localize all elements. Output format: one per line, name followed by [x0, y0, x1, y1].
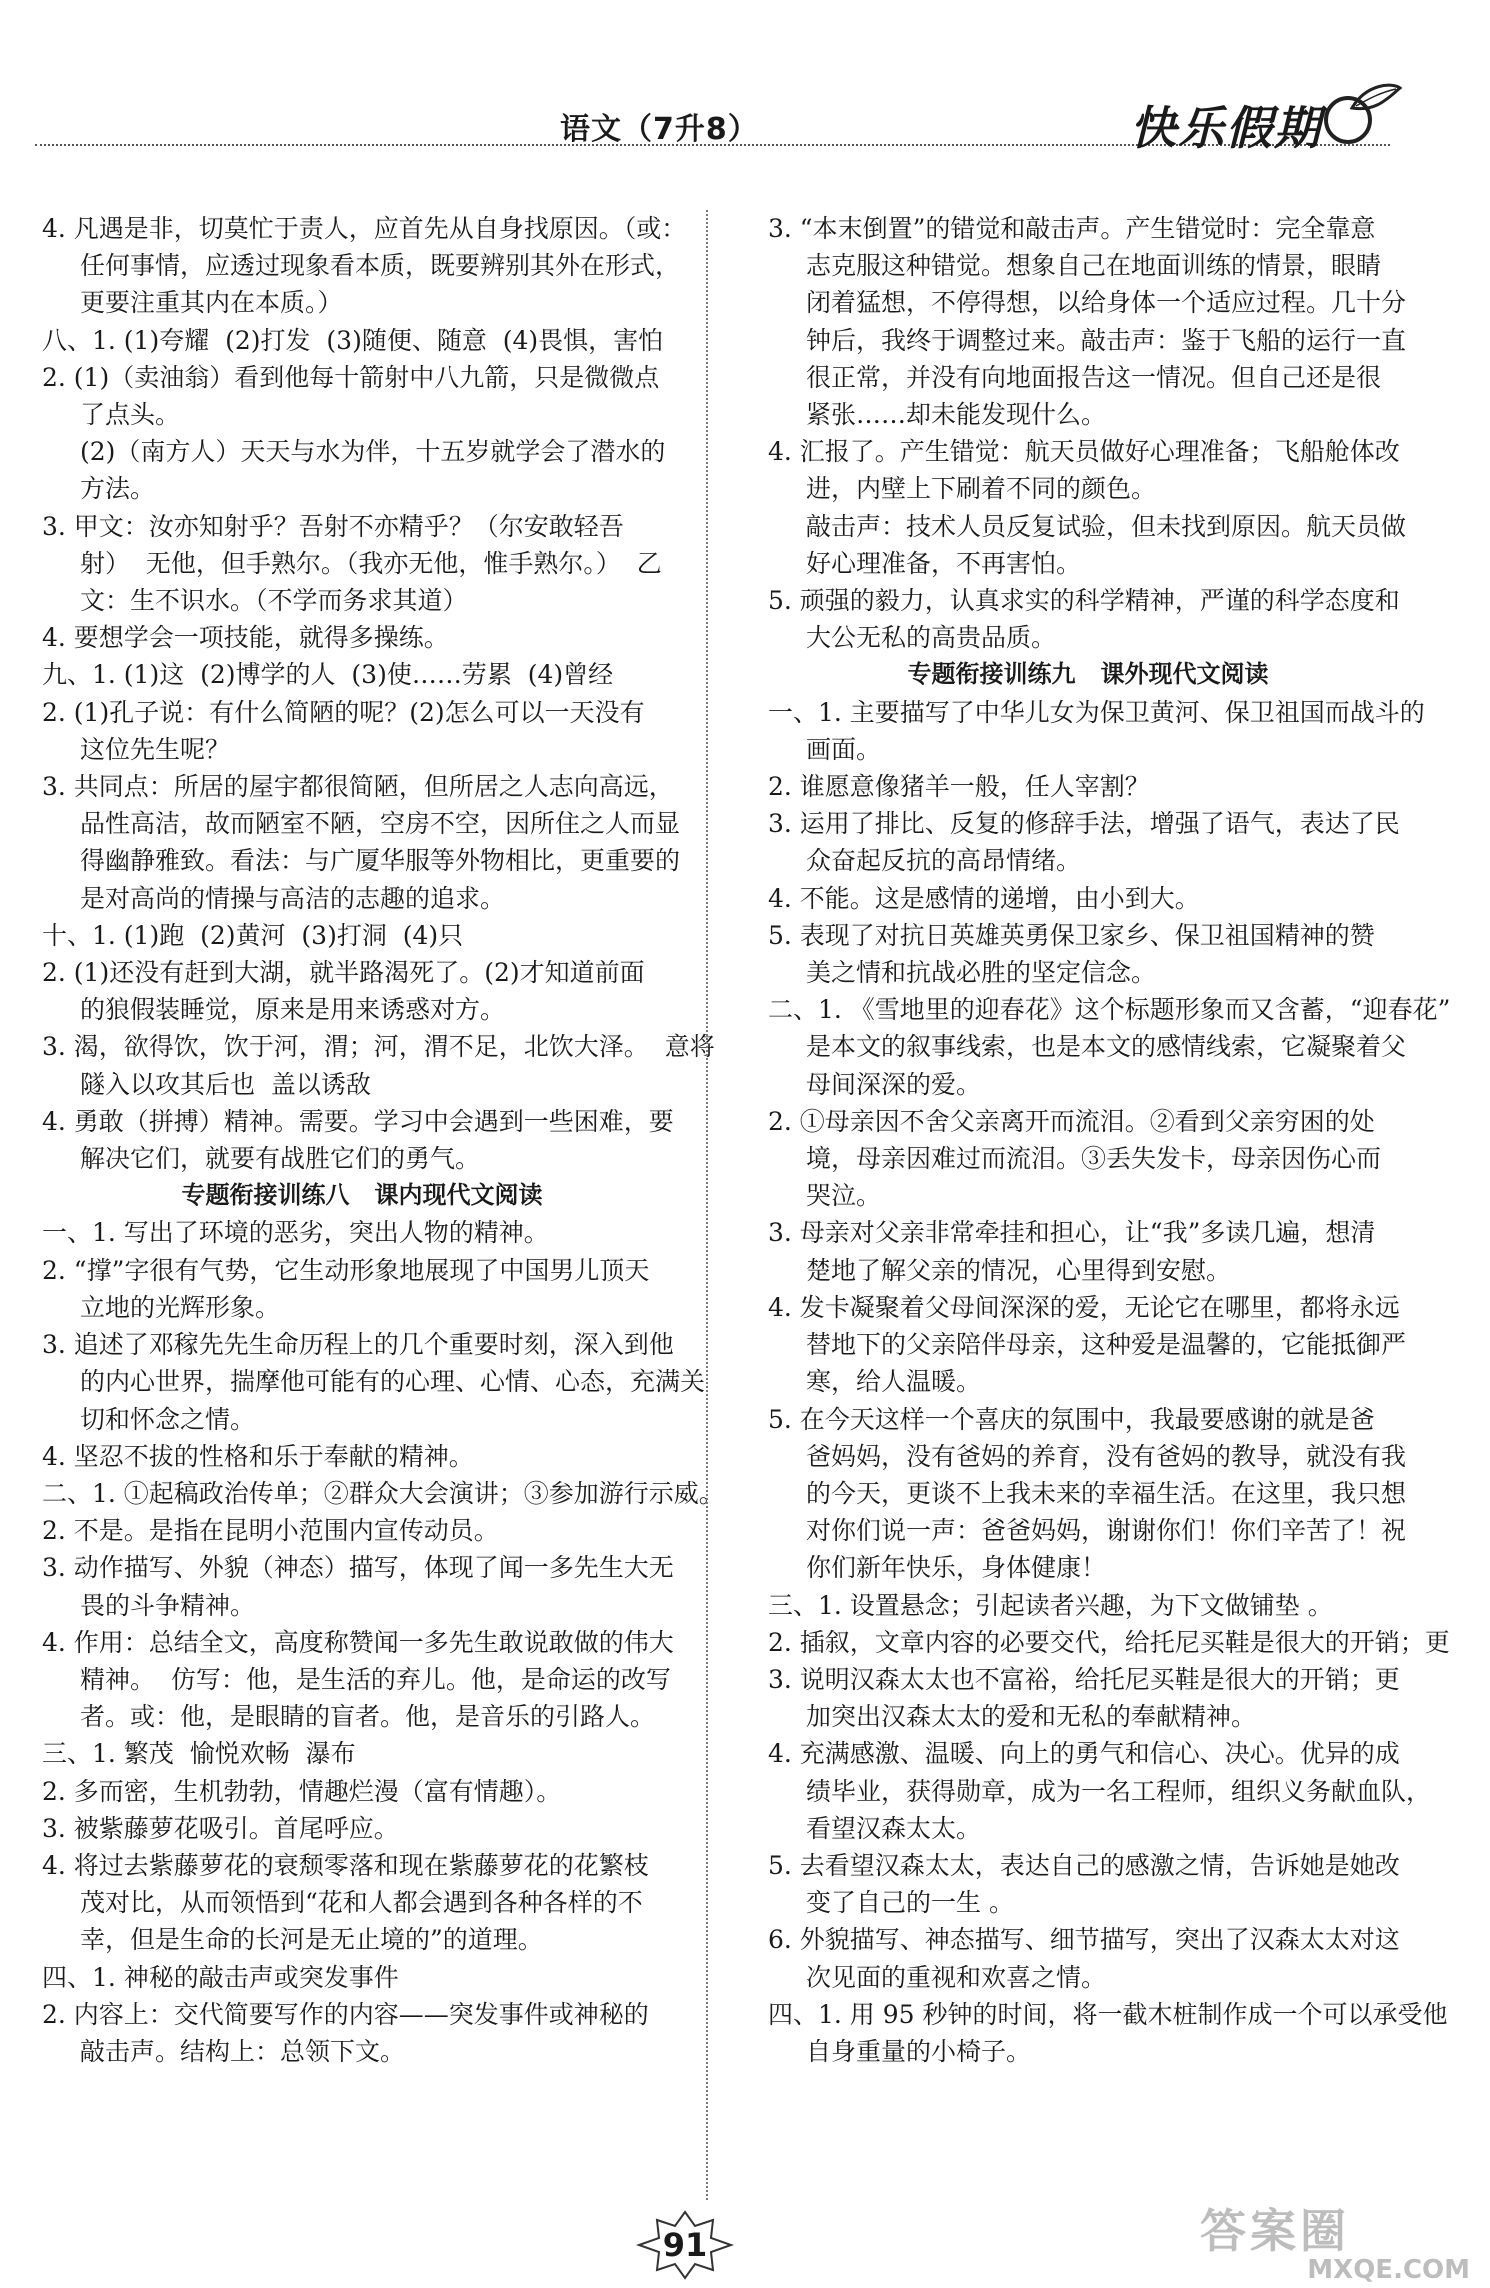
answer-line: 得幽静雅致。看法：与广厦华服等外物相比，更重要的 — [80, 846, 681, 876]
answer-line: 了点头。 — [80, 400, 181, 430]
answer-line: 看望汉森太太。 — [806, 1813, 982, 1843]
answer-line: 2. ①母亲因不舍父亲离开而流泪。②看到父亲穷困的处 — [768, 1106, 1375, 1136]
answer-line: 八、1. (1)夸耀 (2)打发 (3)随便、随意 (4)畏惧，害怕 — [42, 325, 664, 355]
answer-line: 4. 凡遇是非，切莫忙于责人，应首先从自身找原因。（或： — [42, 214, 687, 243]
column-divider — [706, 210, 708, 2200]
page-number-badge — [635, 2210, 735, 2280]
watermark — [1200, 2195, 1480, 2285]
answer-line: 任何事情，应透过现象看本质，既要辨别其外在形式， — [80, 251, 681, 281]
answer-line: 闭着猛想，不停得想，以给身体一个适应过程。几十分 — [806, 288, 1407, 318]
answer-line: 解决它们，就要有战胜它们的勇气。 — [80, 1144, 481, 1174]
answer-line: 一、1. 写出了环境的恶劣，突出人物的精神。 — [42, 1218, 549, 1248]
answer-line: 这位先生呢？ — [80, 734, 231, 764]
answer-line: 2. (1)（卖油翁）看到他每十箭射中八九箭，只是微微点 — [42, 362, 660, 392]
answer-line: 3. 渴，欲得饮，饮于河，渭；河，渭不足，北饮大泽。 意将 — [42, 1032, 715, 1062]
answer-line: 4. 要想学会一项技能，就得多操练。 — [42, 623, 449, 653]
answer-line: 四、1. 神秘的敲击声或突发事件 — [42, 1962, 399, 1992]
answer-line: 精神。 仿写：他，是生活的弃儿。他，是命运的改写 — [80, 1664, 671, 1694]
answer-line: 3. 甲文：汝亦知射乎？吾射不亦精乎？（尔安敢轻吾 — [42, 511, 624, 541]
answer-line: 4. 勇敢（拼搏）精神。需要。学习中会遇到一些困难，要 — [42, 1106, 674, 1136]
answer-line: 好心理准备，不再害怕。 — [806, 548, 1082, 578]
answer-line: 3. 动作描写、外貌（神态）描写，体现了闻一多先生大无 — [42, 1553, 674, 1583]
answer-line: 2. (1)还没有赶到大湖，就半路渴死了。(2)才知道前面 — [42, 958, 645, 988]
answer-line: 2. (1)孔子说：有什么简陋的呢？(2)怎么可以一天没有 — [42, 697, 645, 727]
answer-line: 射） 无他，但手熟尔。（我亦无他，惟手熟尔。） 乙 — [80, 548, 662, 578]
answer-line: 2. 不是。是指在昆明小范围内宣传动员。 — [42, 1516, 499, 1546]
answer-line: 变了自己的一生 。 — [806, 1888, 1014, 1918]
answer-line: 的今天，更谈不上我未来的幸福生活。在这里，我只想 — [806, 1478, 1407, 1508]
answer-line: 替地下的父亲陪伴母亲，这种爱是温馨的，它能抵御严 — [806, 1330, 1407, 1360]
answer-line: 三、1. 设置悬念；引起读者兴趣，为下文做铺垫 。 — [768, 1590, 1333, 1620]
answer-line: 次见面的重视和欢喜之情。 — [806, 1962, 1107, 1992]
leaf-logo-icon — [1318, 78, 1404, 150]
answer-line: 哭泣。 — [806, 1181, 882, 1211]
answer-line: 3. 被紫藤萝花吸引。首尾呼应。 — [42, 1813, 399, 1843]
answer-line: 美之情和抗战必胜的坚定信念。 — [806, 958, 1157, 988]
answer-line: 更要注重其内在本质。） — [80, 288, 343, 318]
answer-line: 3. 说明汉森太太也不富裕，给托尼买鞋是很大的开销；更 — [768, 1664, 1400, 1694]
answer-line: 二、1. 《雪地里的迎春花》这个标题形象而又含蓄，“迎春花” — [768, 995, 1451, 1025]
answer-line: 2. 插叙，文章内容的必要交代，给托尼买鞋是很大的开销；更 — [768, 1627, 1450, 1657]
answer-line: 十、1. (1)跑 (2)黄河 (3)打洞 (4)只 — [42, 920, 464, 950]
left-answer-column — [42, 210, 724, 2070]
answer-line: 切和怀念之情。 — [80, 1404, 256, 1434]
answer-line: 敲击声：技术人员反复试验，但未找到原因。航天员做 — [806, 511, 1407, 541]
answer-line: 的内心世界，揣摩他可能有的心理、心情、心态，充满关 — [80, 1367, 706, 1397]
answer-line: 品性高洁，故而陋室不陋，空房不空，因所住之人而显 — [80, 809, 681, 839]
answer-line: 4. 发卡凝聚着父母间深深的爱，无论它在哪里，都将永远 — [768, 1292, 1400, 1322]
header-subject: 语文（7升8） — [560, 112, 759, 147]
answer-line: 母间深深的爱。 — [806, 1069, 982, 1099]
answer-line: 是对高尚的情操与高洁的志趣的追求。 — [80, 883, 506, 913]
answer-line: 四、1. 用 95 秒钟的时间，将一截木桩制作成一个可以承受他 — [768, 1999, 1448, 2029]
answer-line: 九、1. (1)这 (2)博学的人 (3)使……劳累 (4)曾经 — [42, 660, 614, 690]
answer-line: 是本文的叙事线索，也是本文的感情线索，它凝聚着父 — [806, 1032, 1407, 1062]
answer-line: 4. 汇报了。产生错觉：航天员做好心理准备；飞船舱体改 — [768, 437, 1400, 467]
right-answer-column — [768, 210, 1451, 2070]
answer-line: 进，内壁上下刷着不同的颜色。 — [806, 474, 1157, 504]
answer-line: 爸妈妈，没有爸妈的养育，没有爸妈的教导，就没有我 — [806, 1441, 1407, 1471]
answer-line: 志克服这种错觉。想象自己在地面训练的情景，眼睛 — [806, 251, 1382, 281]
answer-line: 5. 在今天这样一个喜庆的氛围中，我最要感谢的就是爸 — [768, 1404, 1375, 1434]
answer-line: 立地的光辉形象。 — [80, 1292, 281, 1322]
answer-line: 5. 顽强的毅力，认真求实的科学精神，严谨的科学态度和 — [768, 586, 1400, 616]
answer-line: 紧张……却未能发现什么。 — [806, 400, 1107, 430]
answer-line: 茂对比，从而领悟到“花和人都会遇到各种各样的不 — [80, 1888, 643, 1918]
answer-line: 2. 多而密，生机勃勃，情趣烂漫（富有情趣）。 — [42, 1776, 562, 1806]
watermark-top: 答案圈 — [1200, 2204, 1350, 2258]
answer-line: 自身重量的小椅子。 — [806, 2036, 1032, 2066]
answer-line: 3. 母亲对父亲非常牵挂和担心，让“我”多读几遍，想清 — [768, 1218, 1376, 1248]
answer-line: 楚地了解父亲的情况，心里得到安慰。 — [806, 1255, 1232, 1285]
answer-line: 的狼假装睡觉，原来是用来诱惑对方。 — [80, 995, 506, 1025]
answer-line: 5. 表现了对抗日英雄英勇保卫家乡、保卫祖国精神的赞 — [768, 920, 1375, 950]
answer-line: 3. 共同点：所居的屋宇都很简陋，但所居之人志向高远， — [42, 772, 674, 802]
answer-line: 畏的斗争精神。 — [80, 1590, 256, 1620]
answer-line: 3. 运用了排比、反复的修辞手法，增强了语气，表达了民 — [768, 809, 1400, 839]
answer-line: 3. 追述了邓稼先先生命历程上的几个重要时刻，深入到他 — [42, 1330, 674, 1360]
answer-line: 2. “撑”字很有气势，它生动形象地展现了中国男儿顶天 — [42, 1255, 650, 1285]
answer-line: 钟后，我终于调整过来。敲击声：鉴于飞船的运行一直 — [806, 325, 1407, 355]
answer-line: 4. 充满感激、温暖、向上的勇气和信心、决心。优异的成 — [768, 1739, 1400, 1769]
answer-line: 4. 作用：总结全文，高度称赞闻一多先生敢说敢做的伟大 — [42, 1627, 674, 1657]
answer-line: 绩毕业，获得勋章，成为一名工程师，组织义务献血队， — [806, 1776, 1432, 1806]
answer-line: 2. 内容上：交代简要写作的内容——突发事件或神秘的 — [42, 1999, 649, 2029]
answer-line: 幸，但是生命的长河是无止境的”的道理。 — [80, 1925, 543, 1955]
answer-line: 二、1. ①起稿政治传单；②群众大会演讲；③参加游行示威。 — [42, 1478, 724, 1508]
answer-line: 2. 谁愿意像猪羊一般，任人宰割？ — [768, 772, 1150, 802]
answer-line: 大公无私的高贵品质。 — [806, 623, 1057, 653]
answer-line: 4. 不能。这是感情的递增，由小到大。 — [768, 883, 1200, 913]
answer-line: 画面。 — [806, 734, 882, 764]
answer-line: 4. 坚忍不拔的性格和乐于奉献的精神。 — [42, 1441, 474, 1471]
answer-line: 4. 将过去紫藤萝花的衰颓零落和现在紫藤萝花的花繁枝 — [42, 1850, 649, 1880]
answer-line: 你们新年快乐，身体健康！ — [806, 1553, 1107, 1583]
answer-line: 方法。 — [80, 474, 156, 504]
answer-line: 三、1. 繁茂 愉悦欢畅 瀑布 — [42, 1739, 356, 1769]
section-title: 专题衔接训练九 课外现代文阅读 — [907, 660, 1269, 689]
header-brand: 快乐假期 — [1130, 101, 1322, 155]
section-title: 专题衔接训练八 课内现代文阅读 — [181, 1181, 543, 1210]
answer-line: 3. “本末倒置”的错觉和敲击声。产生错觉时：完全靠意 — [768, 214, 1376, 243]
page-number: 91 — [662, 2226, 708, 2264]
answer-line: 一、1. 主要描写了中华儿女为保卫黄河、保卫祖国而战斗的 — [768, 697, 1425, 727]
answer-line: 敲击声。结构上：总领下文。 — [80, 2036, 406, 2066]
answer-line: 寒，给人温暖。 — [806, 1367, 982, 1397]
answer-line: 隧入以攻其后也 盖以诱敌 — [80, 1069, 371, 1099]
answer-line: 者。或：他，是眼睛的盲者。他，是音乐的引路人。 — [80, 1702, 656, 1732]
answer-line: 6. 外貌描写、神态描写、细节描写，突出了汉森太太对这 — [768, 1925, 1400, 1955]
answer-line: 加突出汉森太太的爱和无私的奉献精神。 — [806, 1702, 1257, 1732]
answer-line: (2)（南方人）天天与水为伴，十五岁就学会了潜水的 — [80, 437, 666, 467]
watermark-bottom: MXQE.COM — [1307, 2255, 1470, 2285]
answer-line: 文：生不识水。（不学而务求其道） — [80, 586, 468, 616]
answer-line: 境，母亲因难过而流泪。③丢失发卡，母亲因伤心而 — [806, 1144, 1382, 1174]
answer-line: 众奋起反抗的高昂情绪。 — [806, 846, 1082, 876]
answer-line: 对你们说一声：爸爸妈妈，谢谢你们！你们辛苦了！祝 — [806, 1516, 1407, 1546]
answer-line: 很正常，并没有向地面报告这一情况。但自己还是很 — [806, 362, 1382, 392]
answer-line: 5. 去看望汉森太太，表达自己的感激之情，告诉她是她改 — [768, 1850, 1400, 1880]
